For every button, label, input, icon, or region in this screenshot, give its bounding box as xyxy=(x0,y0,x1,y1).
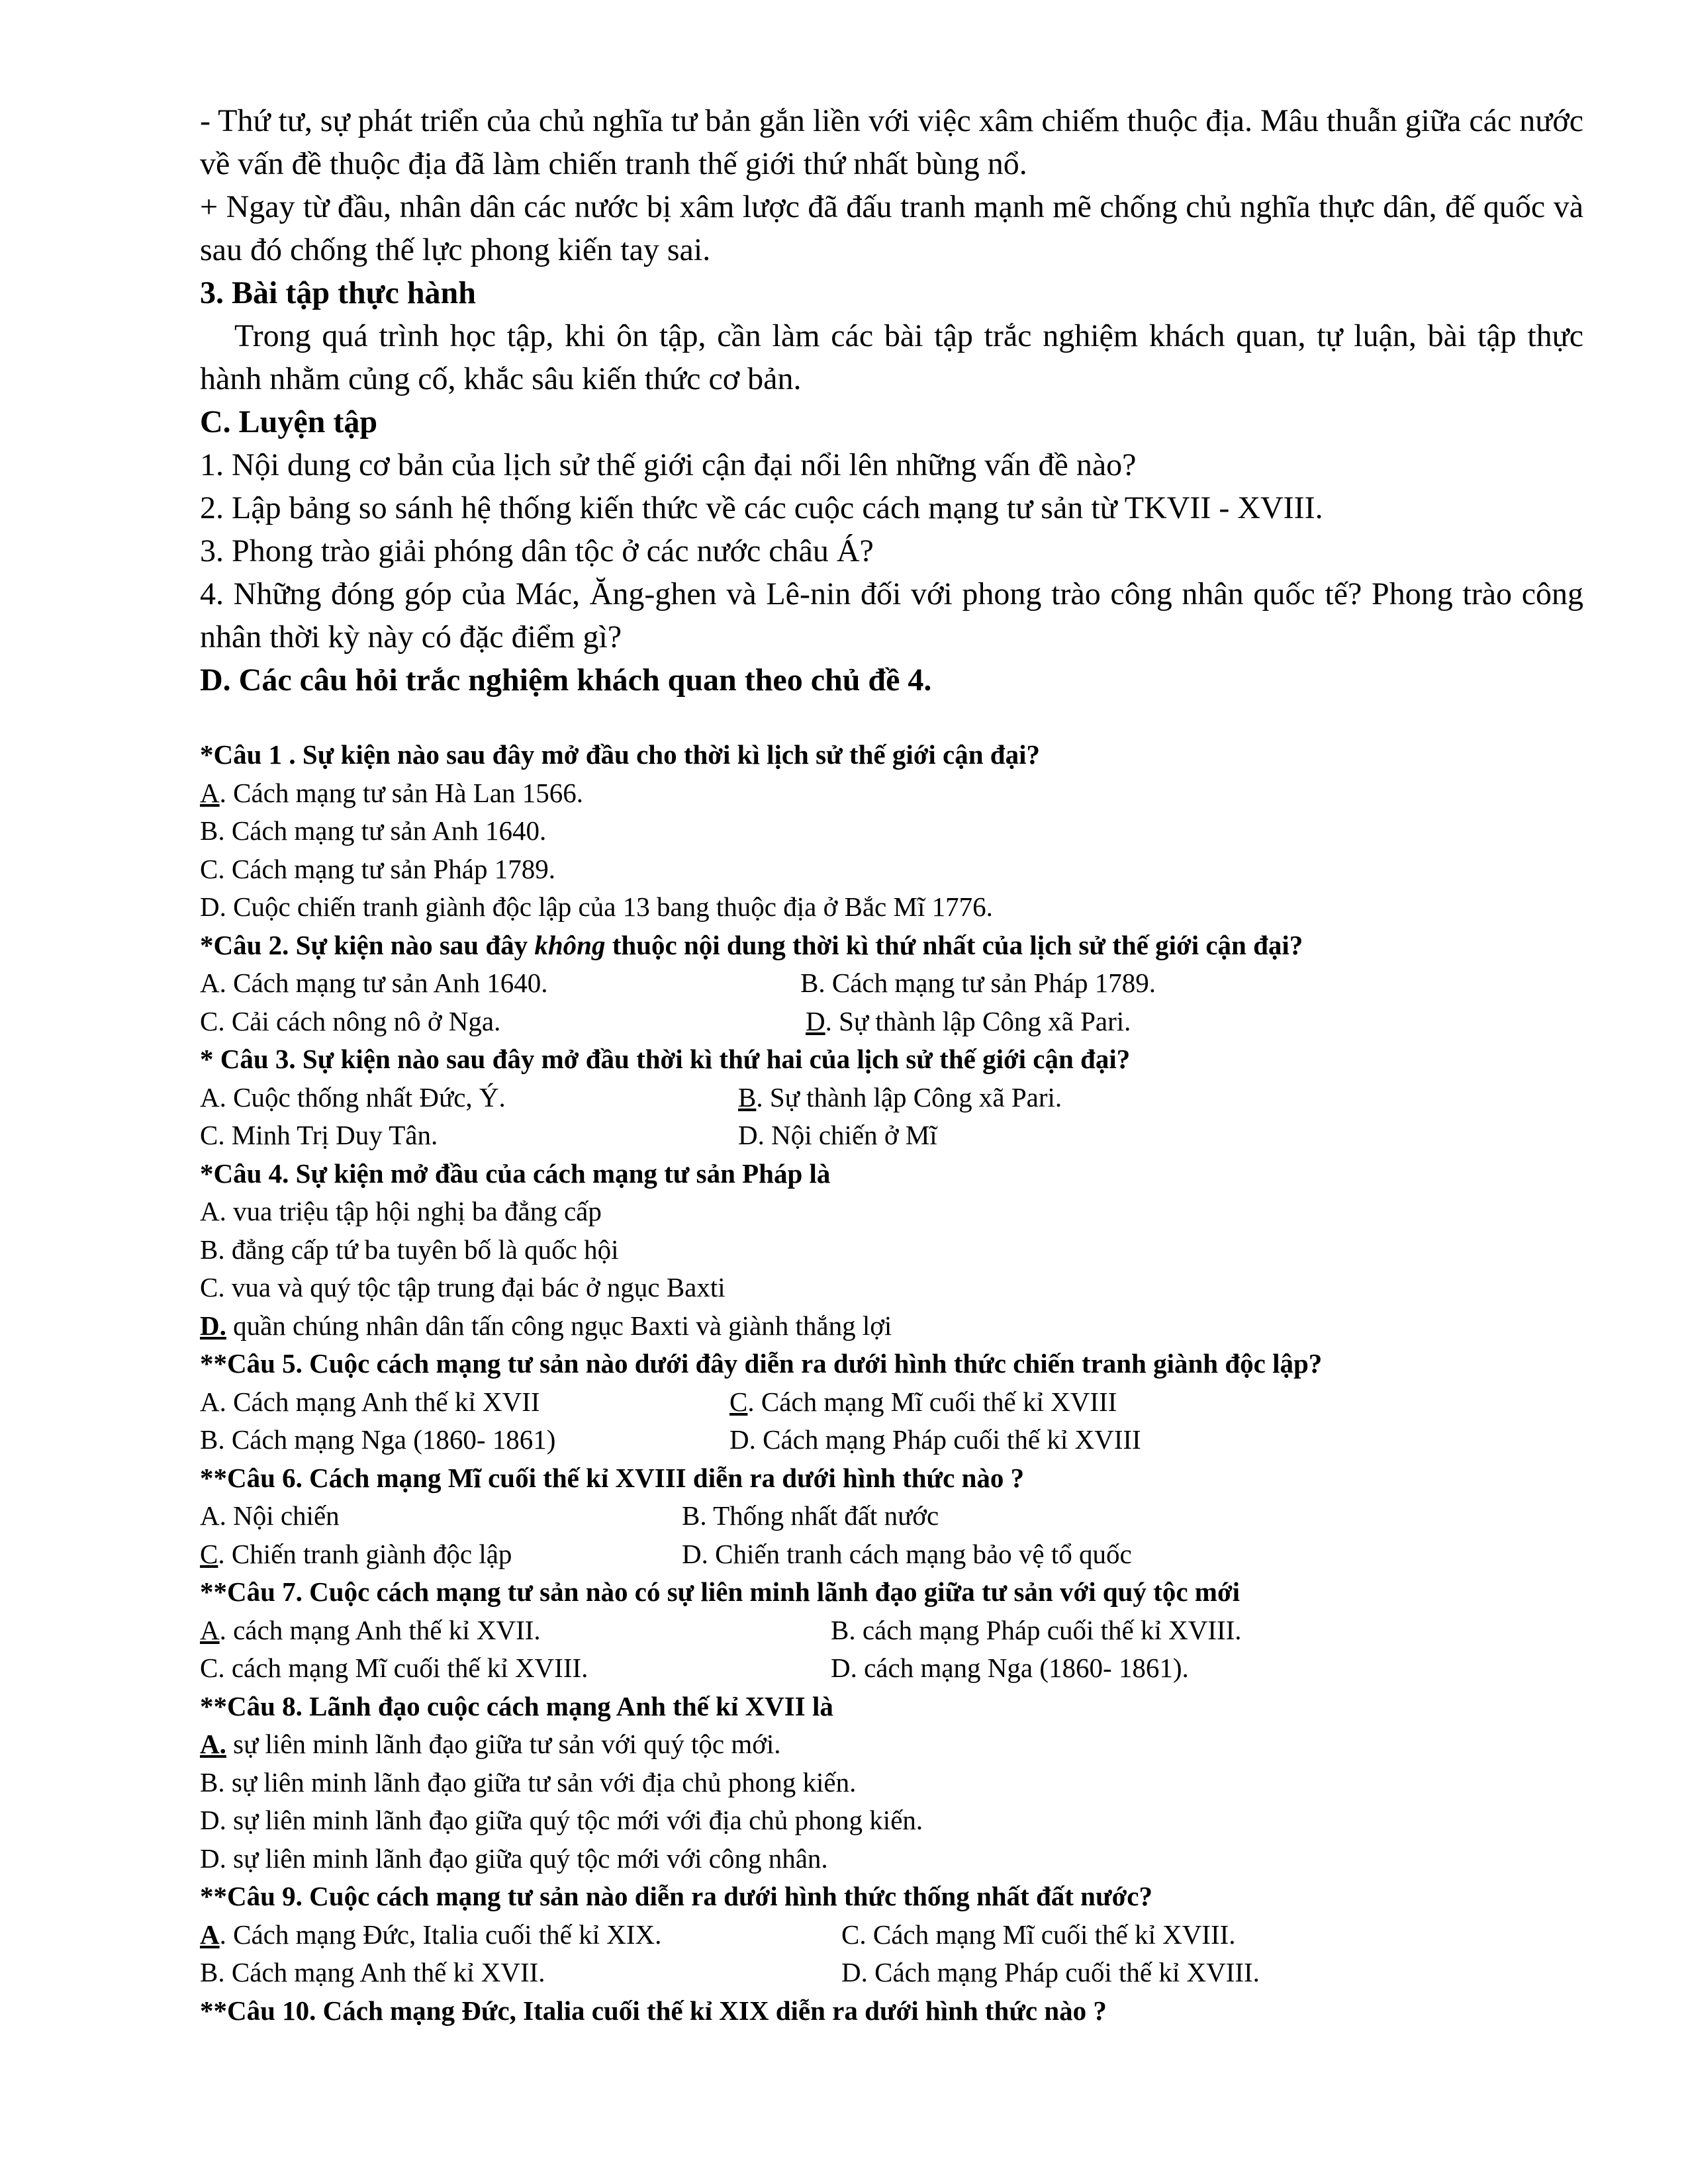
question-6: **Câu 6. Cách mạng Mĩ cuối thế kỉ XVIII diễn ra dưới hình thức nào ? xyxy=(200,1462,1025,1493)
option-text: . cách mạng Anh thế kỉ XVII. xyxy=(219,1614,541,1645)
document-page xyxy=(200,99,1583,2030)
q1-option-a xyxy=(200,774,1583,813)
q4-option-d xyxy=(200,1307,1583,1345)
q6-option-d: D. Chiến tranh cách mạng bảo vệ tổ quốc xyxy=(682,1538,1132,1569)
question-8: **Câu 8. Lãnh đạo cuộc cách mạng Anh thế kỉ XVII là xyxy=(200,1690,833,1721)
question-5: **Câu 5. Cuộc cách mạng tư sản nào dưới đây diễn ra dưới hình thức chiến tranh giành độc lập? xyxy=(200,1348,1323,1379)
q9-option-d: D. Cách mạng Pháp cuối thế kỉ XVIII. xyxy=(841,1957,1260,1987)
answer-letter: A xyxy=(200,1919,220,1950)
question-text: thuộc nội dung thời kì thứ nhất của lịch sử thế giới cận đại? xyxy=(605,929,1303,960)
question-3: * Câu 3. Sự kiện nào sau đây mở đầu thời kì thứ hai của lịch sử thế giới cận đại? xyxy=(200,1044,1131,1074)
option-text: sự liên minh lãnh đạo giữa tư sản với quý tộc mới. xyxy=(226,1729,781,1759)
q4-option-a: A. vua triệu tập hội nghị ba đẳng cấp xyxy=(200,1196,602,1226)
q4-option-b: B. đẳng cấp tứ ba tuyên bố là quốc hội xyxy=(200,1234,619,1265)
q5-row-1 xyxy=(200,1383,1583,1422)
q6-option-a: A. Nội chiến xyxy=(200,1500,340,1531)
q9-option-a xyxy=(200,1916,841,1954)
q6-row-2 xyxy=(200,1535,1583,1574)
q1-option-d: D. Cuộc chiến tranh giành độc lập của 13 bang thuộc địa ở Bắc Mĩ 1776. xyxy=(200,891,993,922)
option-text: . Cách mạng Mĩ cuối thế kỉ XVIII xyxy=(747,1386,1117,1417)
q3-row-1 xyxy=(200,1079,1583,1117)
q9-row-2 xyxy=(200,1954,1583,1992)
q5-option-c xyxy=(729,1383,1117,1422)
option-text: . Sự thành lập Công xã Pari. xyxy=(825,1005,1131,1036)
q8-option-c: D. sự liên minh lãnh đạo giữa quý tộc mới với địa chủ phong kiến. xyxy=(200,1805,923,1835)
option-text: quần chúng nhân dân tấn công ngục Baxti và giành thắng lợi xyxy=(226,1310,892,1341)
q1-option-c: C. Cách mạng tư sản Pháp 1789. xyxy=(200,853,555,884)
practice-item-2: 2. Lập bảng so sánh hệ thống kiến thức về các cuộc cách mạng tư sản từ TKVII - XVIII. xyxy=(200,490,1323,525)
q6-option-b: B. Thống nhất đất nước xyxy=(682,1500,939,1531)
option-text: . Sự thành lập Công xã Pari. xyxy=(756,1081,1062,1113)
q8-option-d: D. sự liên minh lãnh đạo giữa quý tộc mới với công nhân. xyxy=(200,1843,828,1874)
q3-option-d: D. Nội chiến ở Mĩ xyxy=(738,1120,937,1150)
q9-option-b: B. Cách mạng Anh thế kỉ XVII. xyxy=(200,1957,545,1987)
q7-option-c: C. cách mạng Mĩ cuối thế kỉ XVIII. xyxy=(200,1653,588,1683)
q2-row-2 xyxy=(200,1003,1583,1041)
q2-option-a: A. Cách mạng tư sản Anh 1640. xyxy=(200,968,548,998)
spacer xyxy=(200,702,1583,736)
q7-option-b: B. cách mạng Pháp cuối thế kỉ XVIII. xyxy=(831,1614,1242,1645)
q7-row-1 xyxy=(200,1612,1583,1650)
q9-option-c: C. Cách mạng Mĩ cuối thế kỉ XVIII. xyxy=(841,1919,1236,1950)
practice-item-4: 4. Những đóng góp của Mác, Ăng-ghen và Lê-nin đối với phong trào công nhân quốc tế? Phong trào công nhân thời kỳ này có đặc điểm gì? xyxy=(200,576,1583,655)
option-text: . Cách mạng tư sản Hà Lan 1566. xyxy=(219,777,584,808)
answer-letter: B xyxy=(738,1081,757,1113)
q8-option-a xyxy=(200,1725,1583,1764)
answer-letter: A. xyxy=(200,1729,226,1759)
q2-option-d xyxy=(806,1003,1131,1041)
q6-option-c xyxy=(200,1535,682,1574)
q3-option-b xyxy=(738,1079,1062,1117)
q4-option-c: C. vua và quý tộc tập trung đại bác ở ngục Baxti xyxy=(200,1272,726,1302)
answer-letter: D. xyxy=(200,1310,226,1341)
answer-letter: C xyxy=(200,1538,218,1569)
practice-item-1: 1. Nội dung cơ bản của lịch sử thế giới cận đại nổi lên những vấn đề nào? xyxy=(200,447,1137,482)
answer-letter: D xyxy=(806,1005,825,1036)
q5-option-b: B. Cách mạng Nga (1860- 1861) xyxy=(200,1424,556,1455)
q2-option-c: C. Cải cách nông nô ở Nga. xyxy=(200,1005,501,1036)
q9-row-1 xyxy=(200,1916,1583,1954)
q5-row-2 xyxy=(200,1421,1583,1459)
q5-option-d: D. Cách mạng Pháp cuối thế kỉ XVIII xyxy=(729,1424,1141,1455)
q7-option-d: D. cách mạng Nga (1860- 1861). xyxy=(831,1653,1189,1683)
question-9: **Câu 9. Cuộc cách mạng tư sản nào diễn ra dưới hình thức thống nhất đất nước? xyxy=(200,1881,1152,1911)
q3-row-2 xyxy=(200,1116,1583,1155)
q2-option-b: B. Cách mạng tư sản Pháp 1789. xyxy=(800,968,1156,998)
section-d-heading: D. Các câu hỏi trắc nghiệm khách quan theo chủ đề 4. xyxy=(200,662,932,698)
option-text: . Cách mạng Đức, Italia cuối thế kỉ XIX. xyxy=(219,1919,662,1950)
question-7: **Câu 7. Cuộc cách mạng tư sản nào có sự liên minh lãnh đạo giữa tư sản với quý tộc mới xyxy=(200,1576,1241,1607)
option-text: . Chiến tranh giành độc lập xyxy=(218,1538,512,1569)
question-text: *Câu 2. Sự kiện nào sau đây xyxy=(200,929,535,960)
practice-item-3: 3. Phong trào giải phóng dân tộc ở các nước châu Á? xyxy=(200,533,874,569)
q7-option-a xyxy=(200,1612,831,1650)
section-c-heading: C. Luyện tập xyxy=(200,404,378,439)
answer-letter: A xyxy=(200,1614,220,1645)
question-1: *Câu 1 . Sự kiện nào sau đây mở đầu cho thời kì lịch sử thế giới cận đại? xyxy=(200,739,1040,770)
q3-option-c: C. Minh Trị Duy Tân. xyxy=(200,1120,438,1150)
q3-option-a: A. Cuộc thống nhất Đức, Ý. xyxy=(200,1081,506,1113)
question-4: *Câu 4. Sự kiện mở đầu của cách mạng tư sản Pháp là xyxy=(200,1158,831,1189)
intro-paragraph-2: + Ngay từ đầu, nhân dân các nước bị xâm lược đã đấu tranh mạnh mẽ chống chủ nghĩa thực dân, đế quốc và sau đó chống thế lực phong kiến tay sai. xyxy=(200,189,1583,267)
answer-letter: C xyxy=(729,1386,748,1417)
question-emphasis: không xyxy=(534,929,606,960)
section-3-heading: 3. Bài tập thực hành xyxy=(200,275,476,310)
q7-row-2 xyxy=(200,1649,1583,1688)
question-10: **Câu 10. Cách mạng Đức, Italia cuối thế kỉ XIX diễn ra dưới hình thức nào ? xyxy=(200,1995,1107,2026)
q1-option-b: B. Cách mạng tư sản Anh 1640. xyxy=(200,815,547,846)
q5-option-a: A. Cách mạng Anh thế kỉ XVII xyxy=(200,1386,540,1417)
q6-row-1 xyxy=(200,1497,1583,1535)
q8-option-b: B. sự liên minh lãnh đạo giữa tư sản với địa chủ phong kiến. xyxy=(200,1766,857,1797)
question-2 xyxy=(200,927,1583,965)
intro-paragraph-1: - Thứ tư, sự phát triển của chủ nghĩa tư bản gắn liền với việc xâm chiếm thuộc địa. Mâu thuẫn giữa các nước về vấn đề thuộc địa đã làm chiến tranh thế giới thứ nhất bùng nổ. xyxy=(200,103,1583,181)
q2-row-1 xyxy=(200,964,1583,1003)
intro-paragraph-3: Trong quá trình học tập, khi ôn tập, cần làm các bài tập trắc nghiệm khách quan, tự luận, bài tập thực hành nhằm củng cố, khắc sâu kiến thức cơ bản. xyxy=(200,318,1583,396)
answer-letter: A xyxy=(200,777,220,808)
